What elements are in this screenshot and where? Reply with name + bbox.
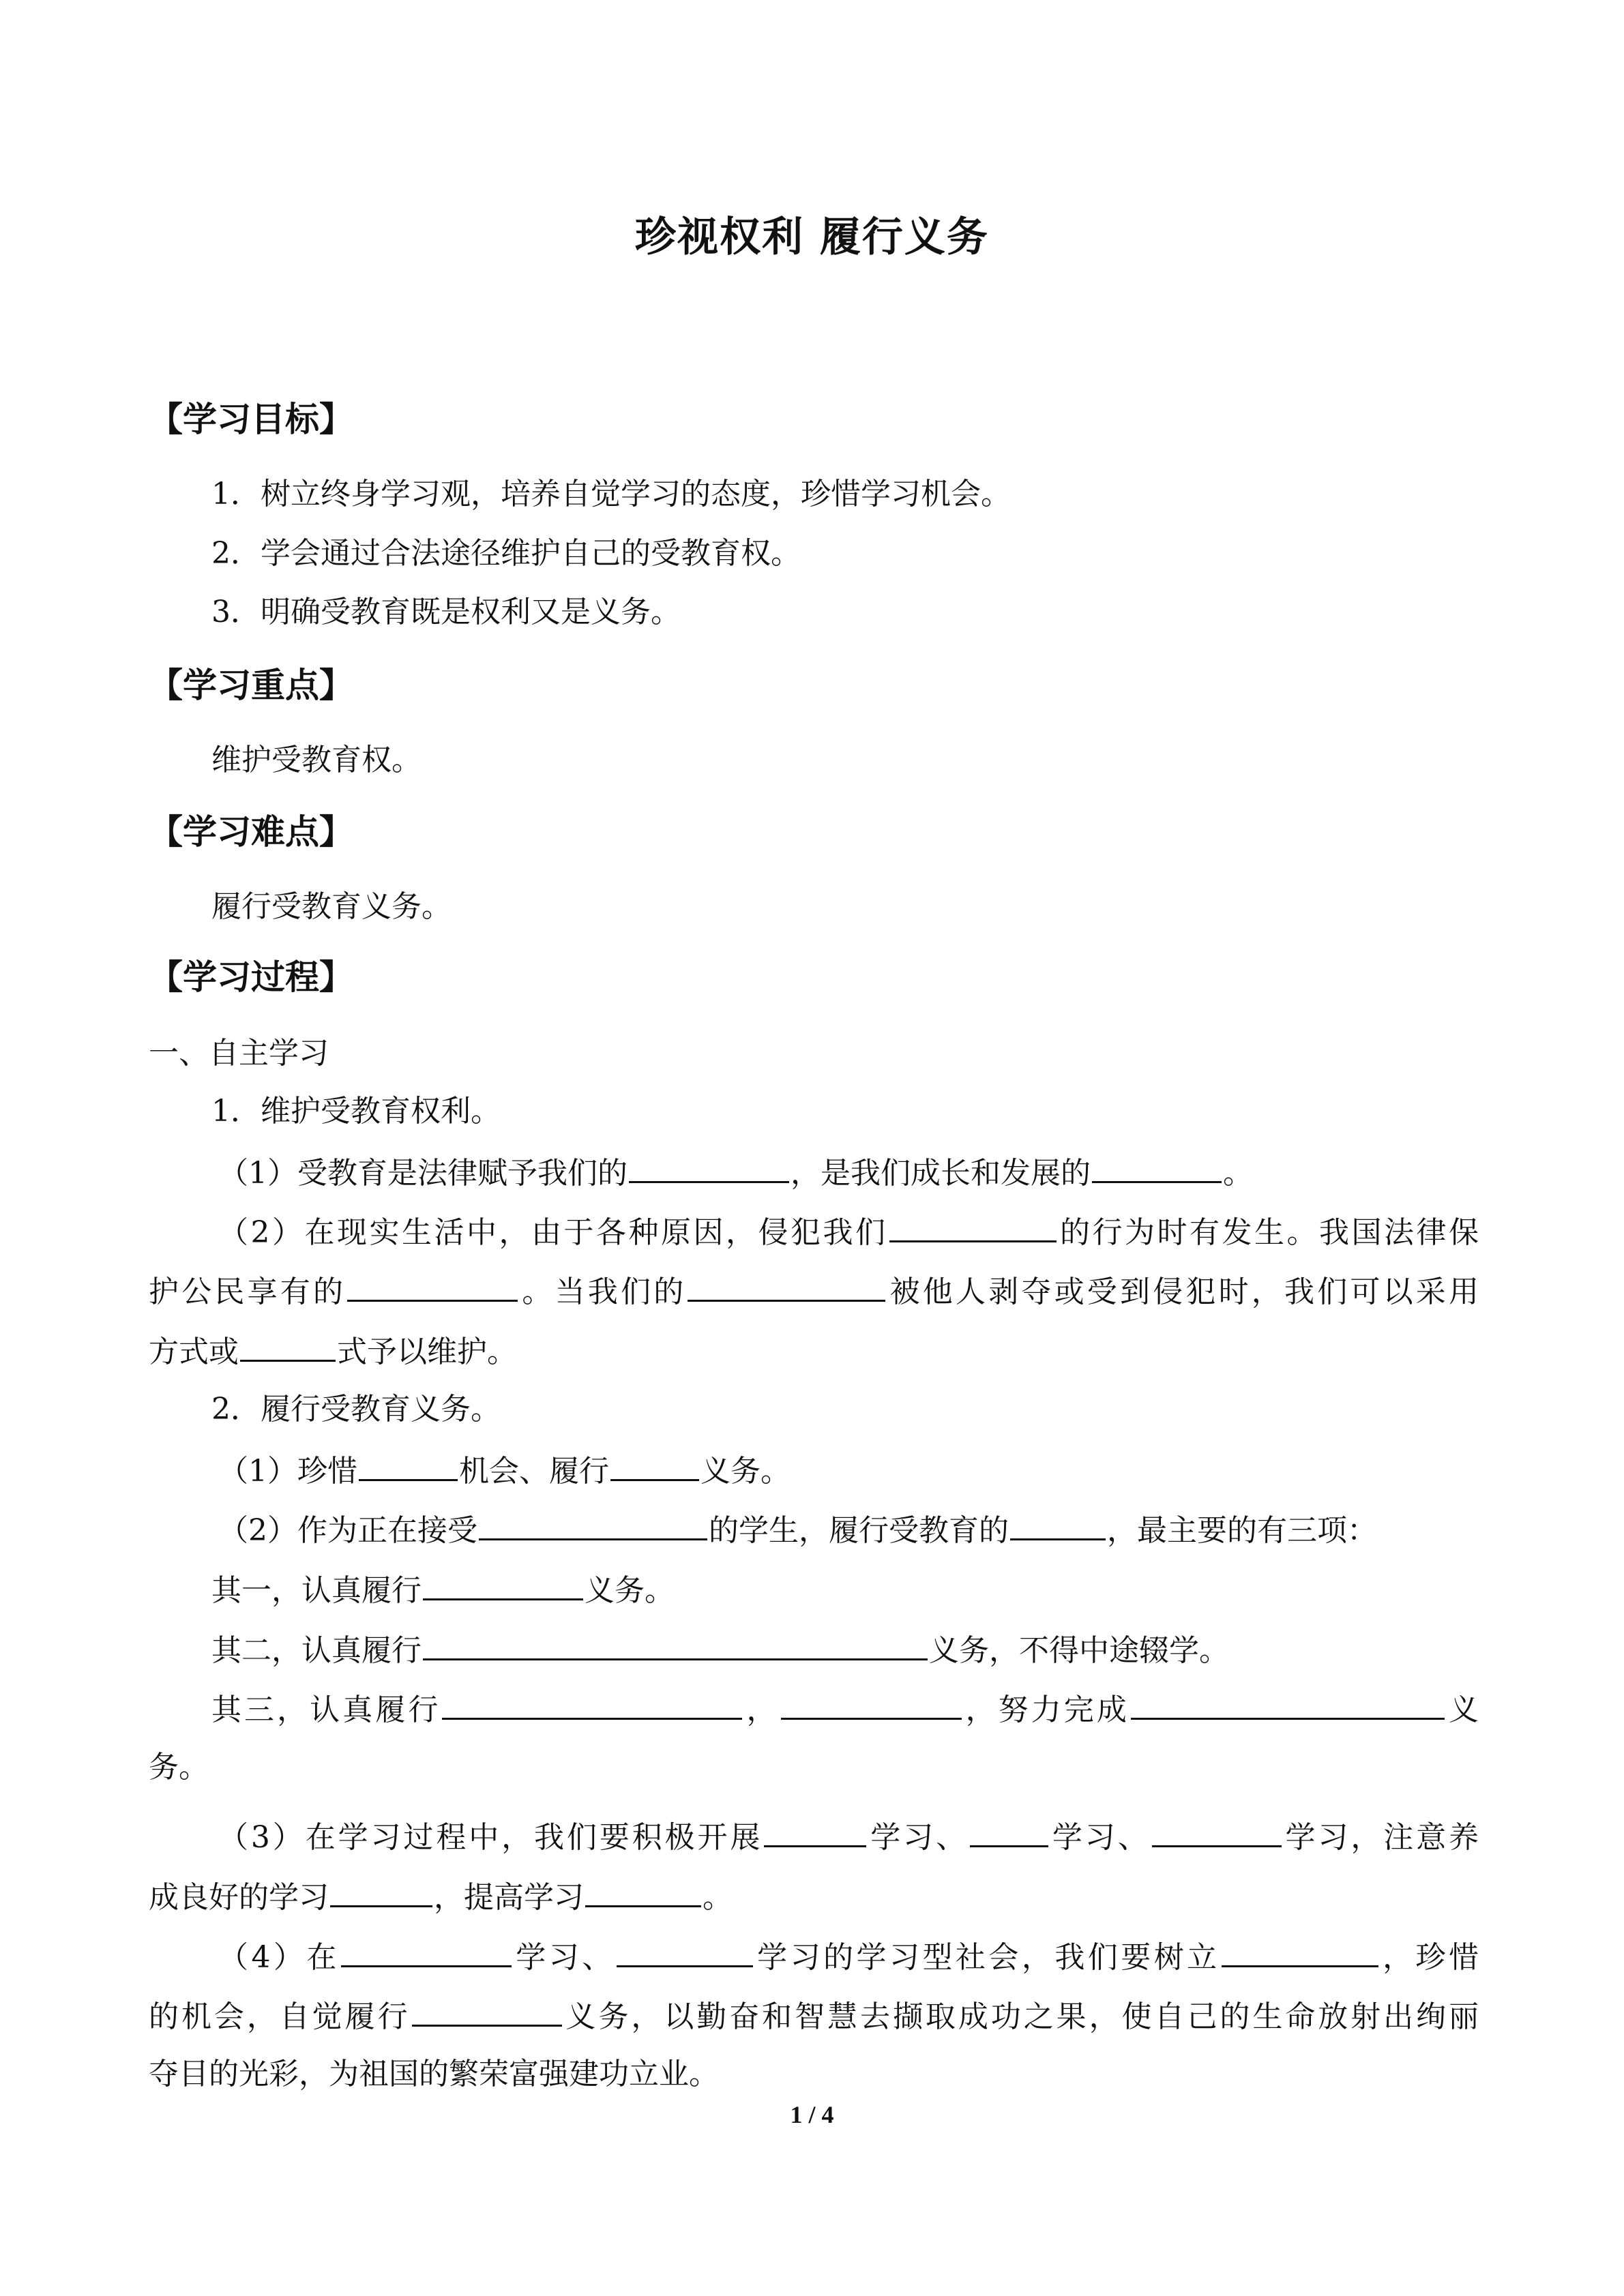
answer-blank[interactable] [240, 1330, 336, 1362]
question-2-3-line-2: 成良好的学习 ，提高学习 。 [149, 1875, 1479, 1918]
answer-blank[interactable] [1010, 1508, 1106, 1540]
question-1-1: （1）受教育是法律赋予我们的 ，是我们成长和发展的 。 [218, 1151, 1548, 1194]
item-1-title: 1．维护受教育权利。 [211, 1094, 501, 1129]
answer-blank[interactable] [1131, 1688, 1445, 1720]
answer-blank[interactable] [610, 1449, 699, 1481]
answer-blank[interactable] [359, 1449, 458, 1481]
question-2-3-line-1: （3）在学习过程中，我们要积极开展 学习、 学习、 学习，注意养 [218, 1815, 1479, 1858]
question-2-2-third-line-1: 其三，认真履行 ， ，努力完成 义 [211, 1688, 1479, 1731]
item-2-title: 2．履行受教育义务。 [211, 1392, 501, 1427]
question-2-2-second: 其二，认真履行 义务，不得中途辍学。 [211, 1628, 1541, 1671]
focus-text: 维护受教育权。 [211, 743, 422, 777]
goal-3: 3．明确受教育既是权利又是义务。 [211, 595, 681, 629]
answer-blank[interactable] [423, 1568, 583, 1600]
question-2-1: （1）珍惜 机会、履行 义务。 [218, 1449, 1548, 1492]
question-2-2-first: 其一，认真履行 义务。 [211, 1568, 1541, 1611]
question-1-2-line-2: 护公民享有的 。当我们的 被他人剥夺或受到侵犯时，我们可以采用 [149, 1270, 1479, 1313]
answer-blank[interactable] [688, 1270, 885, 1302]
question-2-4-line-3: 夺目的光彩，为祖国的繁荣富强建功立业。 [149, 2057, 719, 2091]
answer-blank[interactable] [330, 1875, 432, 1907]
answer-blank[interactable] [970, 1815, 1048, 1847]
heading-focus: 【学习重点】 [149, 666, 353, 705]
answer-blank[interactable] [423, 1628, 928, 1660]
goal-1: 1．树立终身学习观，培养自觉学习的态度，珍惜学习机会。 [211, 477, 1011, 511]
document-title: 珍视权利 履行义务 [635, 213, 989, 261]
answer-blank[interactable] [412, 1995, 562, 2027]
question-1-2-line-3: 方式或 式予以维护。 [149, 1330, 1479, 1373]
heading-process: 【学习过程】 [149, 957, 353, 997]
answer-blank[interactable] [347, 1270, 518, 1302]
question-2-4-line-1: （4）在 学习、 学习的学习型社会，我们要树立 ，珍惜 [218, 1935, 1479, 1978]
answer-blank[interactable] [442, 1688, 742, 1720]
answer-blank[interactable] [1222, 1935, 1378, 1967]
question-2-2-third-line-2: 务。 [149, 1750, 209, 1785]
heading-difficulty: 【学习难点】 [149, 812, 353, 852]
section-self-study: 一、自主学习 [149, 1036, 329, 1071]
answer-blank[interactable] [629, 1151, 789, 1183]
answer-blank[interactable] [479, 1508, 707, 1540]
answer-blank[interactable] [781, 1688, 962, 1720]
page-number: 1 / 4 [790, 2101, 834, 2128]
answer-blank[interactable] [341, 1935, 512, 1967]
difficulty-text: 履行受教育义务。 [211, 889, 452, 924]
answer-blank[interactable] [889, 1210, 1057, 1242]
answer-blank[interactable] [585, 1875, 701, 1907]
goal-2: 2．学会通过合法途径维护自己的受教育权。 [211, 536, 801, 571]
heading-goals: 【学习目标】 [149, 400, 353, 439]
question-1-2-line-1: （2）在现实生活中，由于各种原因，侵犯我们 的行为时有发生。我国法律保 [218, 1210, 1479, 1253]
answer-blank[interactable] [617, 1935, 753, 1967]
question-2-4-line-2: 的机会，自觉履行 义务，以勤奋和智慧去撷取成功之果，使自己的生命放射出绚丽 [149, 1995, 1479, 2038]
question-2-2: （2）作为正在接受 的学生，履行受教育的 ，最主要的有三项： [218, 1508, 1548, 1551]
answer-blank[interactable] [1152, 1815, 1282, 1847]
answer-blank[interactable] [764, 1815, 866, 1847]
answer-blank[interactable] [1092, 1151, 1222, 1183]
